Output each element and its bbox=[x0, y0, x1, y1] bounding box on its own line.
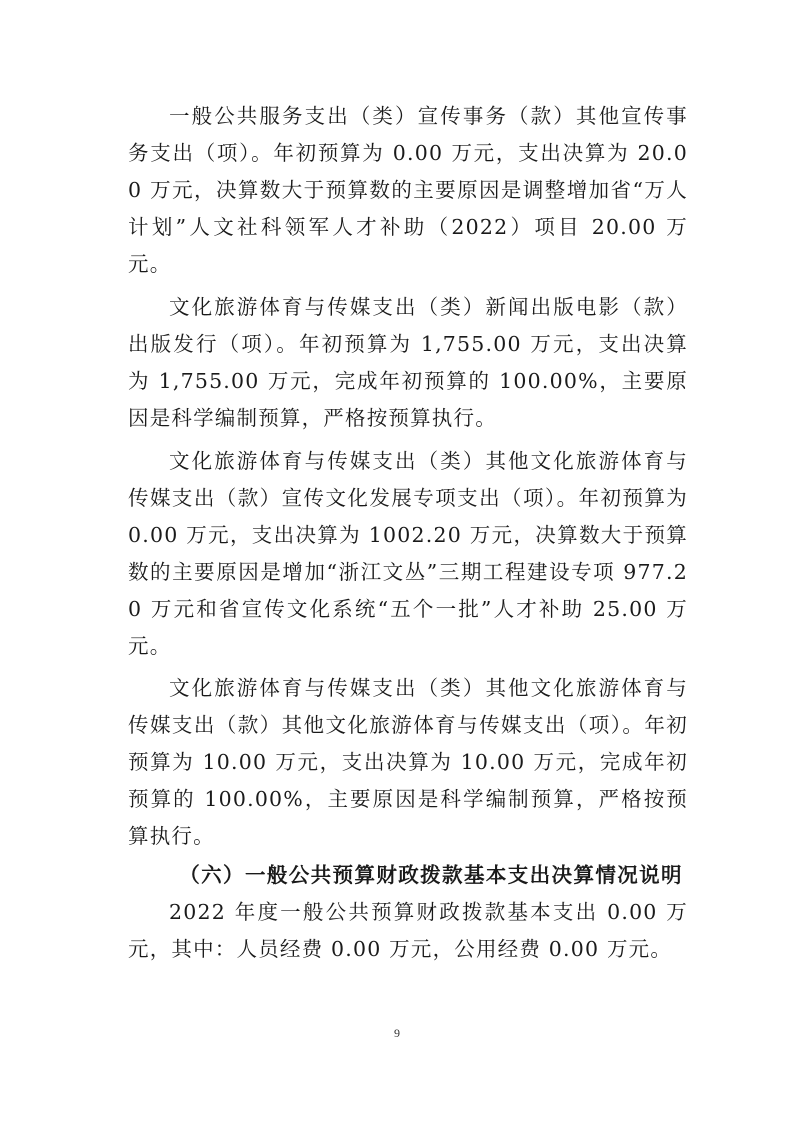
paragraph-other-culture-media: 文化旅游体育与传媒支出（类）其他文化旅游体育与传媒支出（款）其他文化旅游体育与传媒支出（项）。年初预算为 10.00 万元，支出决算为 10.00 万元，完成年初预算的 100.00%，主要原因是科学编制预算，严格按预算执行。 bbox=[128, 676, 688, 848]
section-heading: （六）一般公共预算财政拨款基本支出决算情况说明 bbox=[179, 863, 683, 887]
paragraph-culture-development-special: 文化旅游体育与传媒支出（类）其他文化旅游体育与传媒支出（款）宣传文化发展专项支出（项）。年初预算为 0.00 万元，支出决算为 1002.20 万元，决算数大于预算数的主要原因是增加“浙江文丛”三期工程建设专项 977.20 万元和省宣传文化系统“五个一批”人才补助 25.00 万元。 bbox=[128, 449, 688, 658]
document-body bbox=[128, 98, 688, 968]
paragraph-publishing-distribution: 文化旅游体育与传媒支出（类）新闻出版电影（款）出版发行（项）。年初预算为 1,755.00 万元，支出决算为 1,755.00 万元，完成年初预算的 100.00%，主要原因是科学编制预算，严格按预算执行。 bbox=[128, 295, 688, 430]
paragraph-basic-expenditure: 2022 年度一般公共预算财政拨款基本支出 0.00 万元，其中：人员经费 0.00 万元，公用经费 0.00 万元。 bbox=[128, 900, 688, 961]
page-number: 9 bbox=[394, 1026, 400, 1040]
paragraph-general-public-service: 一般公共服务支出（类）宣传事务（款）其他宣传事务支出（项）。年初预算为 0.00 万元，支出决算为 20.00 万元，决算数大于预算数的主要原因是调整增加省“万人计划”人文社科领军人才补助（2022）项目 20.00 万元。 bbox=[128, 104, 688, 276]
